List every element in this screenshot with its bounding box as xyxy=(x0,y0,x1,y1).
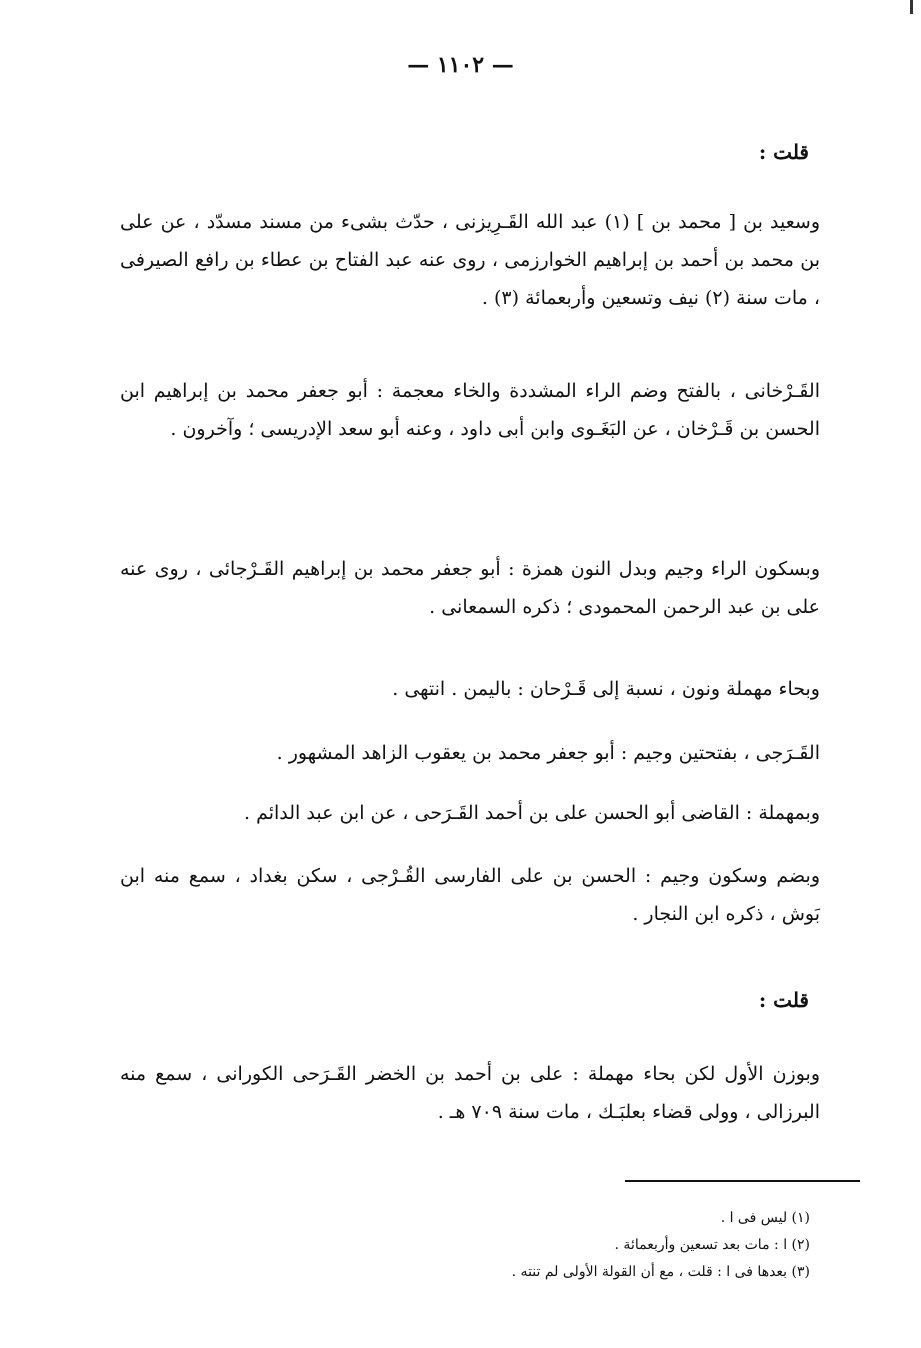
footnote-2: (۲) ا : مات بعد تسعين وأربعمائة . xyxy=(614,1237,810,1253)
footnote-1: (۱) ليس فى ا . xyxy=(720,1210,810,1226)
footnotes xyxy=(380,1205,810,1286)
paragraph-3: وبسكون الراء وجيم وبدل النون همزة : أبو جعفر محمد بن إبراهيم القَـرْجائى ، روى عنه على بن عبد الرحمن المحمودى ؛ ذكره السمعانى . xyxy=(120,558,820,618)
footnote-divider xyxy=(625,1180,860,1182)
footnote-3: (۳) بعدها فى ا : قلت ، مع أن القولة الأولى لم تنته . xyxy=(511,1264,810,1280)
qult-heading-2: قلت : xyxy=(758,988,809,1012)
qult-heading-1: قلت : xyxy=(758,140,809,164)
paragraph-5: القَـرَجى ، بفتحتين وجيم : أبو جعفر محمد بن يعقوب الزاهد المشهور . xyxy=(276,742,820,764)
scan-edge-mark xyxy=(910,0,913,14)
paragraph-6: وبمهملة : القاضى أبو الحسن على بن أحمد القَـرَحى ، عن ابن عبد الدائم . xyxy=(244,802,820,824)
paragraph-2: القَـرْخانى ، بالفتح وضم الراء المشددة والخاء معجمة : أبو جعفر محمد بن إبراهيم ابن الحسن بن قَـرْخان ، عن البَغَـوى وابن أبى داود ، وعنه أبو سعد الإدريسى ؛ وآخرون . xyxy=(120,380,820,440)
paragraph-1: وسعيد بن [ محمد بن ] (۱) عبد الله القَـرِيزنى ، حدّث بشىء من مسند مسدّد ، عن على بن محمد بن أحمد بن إبراهيم الخوارزمى ، روى عنه عبد الفتاح بن عطاء بن رافع الصيرفى ، مات سنة (۲) نيف وتسعين وأربعمائة (۳) . xyxy=(120,211,820,309)
page-number: — ۱۱۰۲ — xyxy=(407,52,514,78)
paragraph-8: وبوزن الأول لكن بحاء مهملة : على بن أحمد بن الخضر القَـرَحى الكورانى ، سمع منه البرزالى ، وولى قضاء بعلبَـك ، مات سنة ۷۰۹ هـ . xyxy=(120,1063,820,1123)
paragraph-4: وبحاء مهملة ونون ، نسبة إلى قَـرْحان : باليمن . انتهى . xyxy=(392,678,820,700)
paragraph-7: وبضم وسكون وجيم : الحسن بن على الفارسى القُـرْجى ، سكن بغداد ، سمع منه ابن بَوش ، ذكره ابن النجار . xyxy=(120,865,820,925)
